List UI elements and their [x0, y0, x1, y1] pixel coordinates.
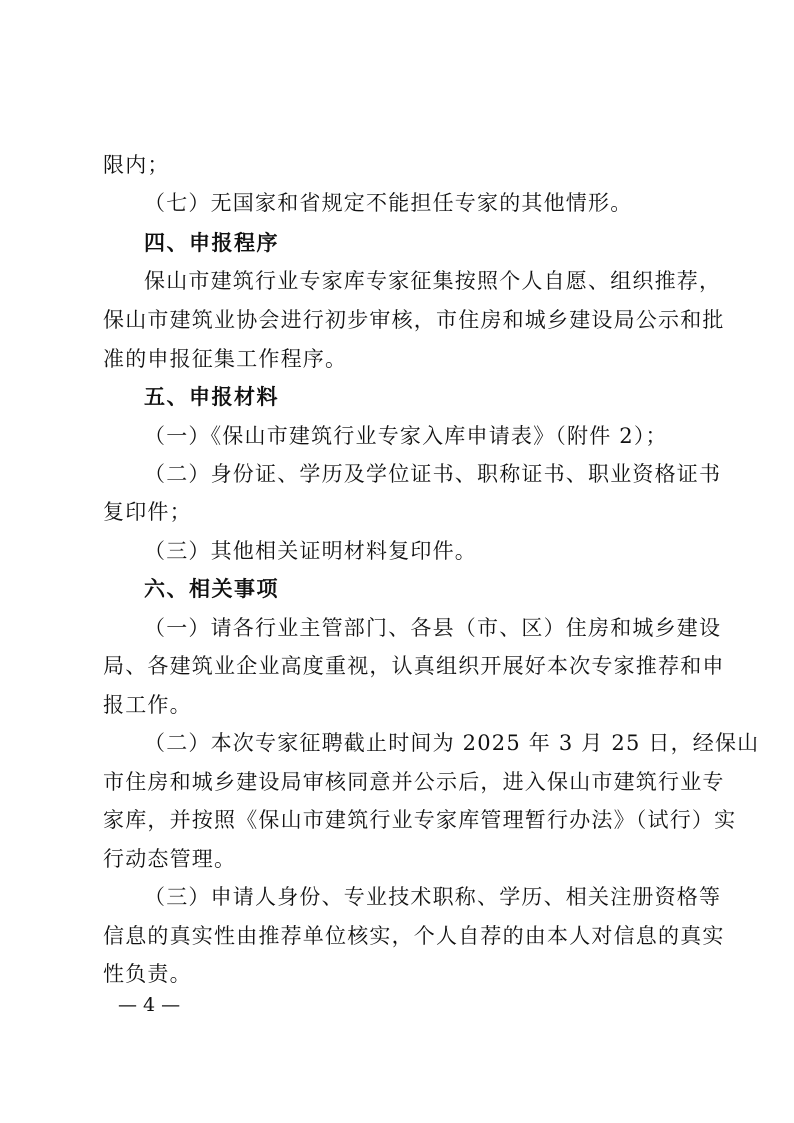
- section-heading: 五、申报材料: [144, 385, 279, 409]
- text-line: 信息的真实性由推荐单位核实，个人自荐的由本人对信息的真实: [103, 924, 725, 948]
- page-number: — 4 —: [118, 994, 181, 1016]
- text-line: （七）无国家和省规定不能担任专家的其他情形。: [144, 191, 633, 215]
- text-line: 复印件；: [103, 500, 192, 524]
- text-line: 准的申报征集工作程序。: [103, 347, 348, 371]
- text-line: 保山市建筑业协会进行初步审核，市住房和城乡建设局公示和批: [103, 308, 725, 332]
- text-line: 限内；: [103, 153, 170, 177]
- text-line: （三）申请人身份、专业技术职称、学历、相关注册资格等: [144, 885, 722, 909]
- text-line: 家库，并按照《保山市建筑行业专家库管理暂行办法》（试行）实: [103, 808, 737, 832]
- text-line: 市住房和城乡建设局审核同意并公示后，进入保山市建筑行业专: [103, 770, 725, 794]
- section-heading: 六、相关事项: [144, 577, 279, 601]
- text-line: 局、各建筑业企业高度重视，认真组织开展好本次专家推荐和申: [103, 654, 725, 678]
- text-line: 保山市建筑行业专家库专家征集按照个人自愿、组织推荐，: [144, 269, 722, 293]
- text-line: （二）身份证、学历及学位证书、职称证书、职业资格证书: [144, 462, 722, 486]
- section-heading: 四、申报程序: [144, 231, 279, 255]
- text-line: （二）本次专家征聘截止时间为 2025 年 3 月 25 日，经保山: [144, 731, 760, 755]
- text-line: （三）其他相关证明材料复印件。: [144, 539, 477, 563]
- text-line: 性负责。: [103, 962, 192, 986]
- text-line: （一）请各行业主管部门、各县（市、区）住房和城乡建设: [144, 616, 722, 640]
- text-line: 报工作。: [103, 693, 192, 717]
- text-line: 行动态管理。: [103, 847, 237, 871]
- text-line: （一）《保山市建筑行业专家入库申请表》（附件 2）；: [144, 424, 668, 448]
